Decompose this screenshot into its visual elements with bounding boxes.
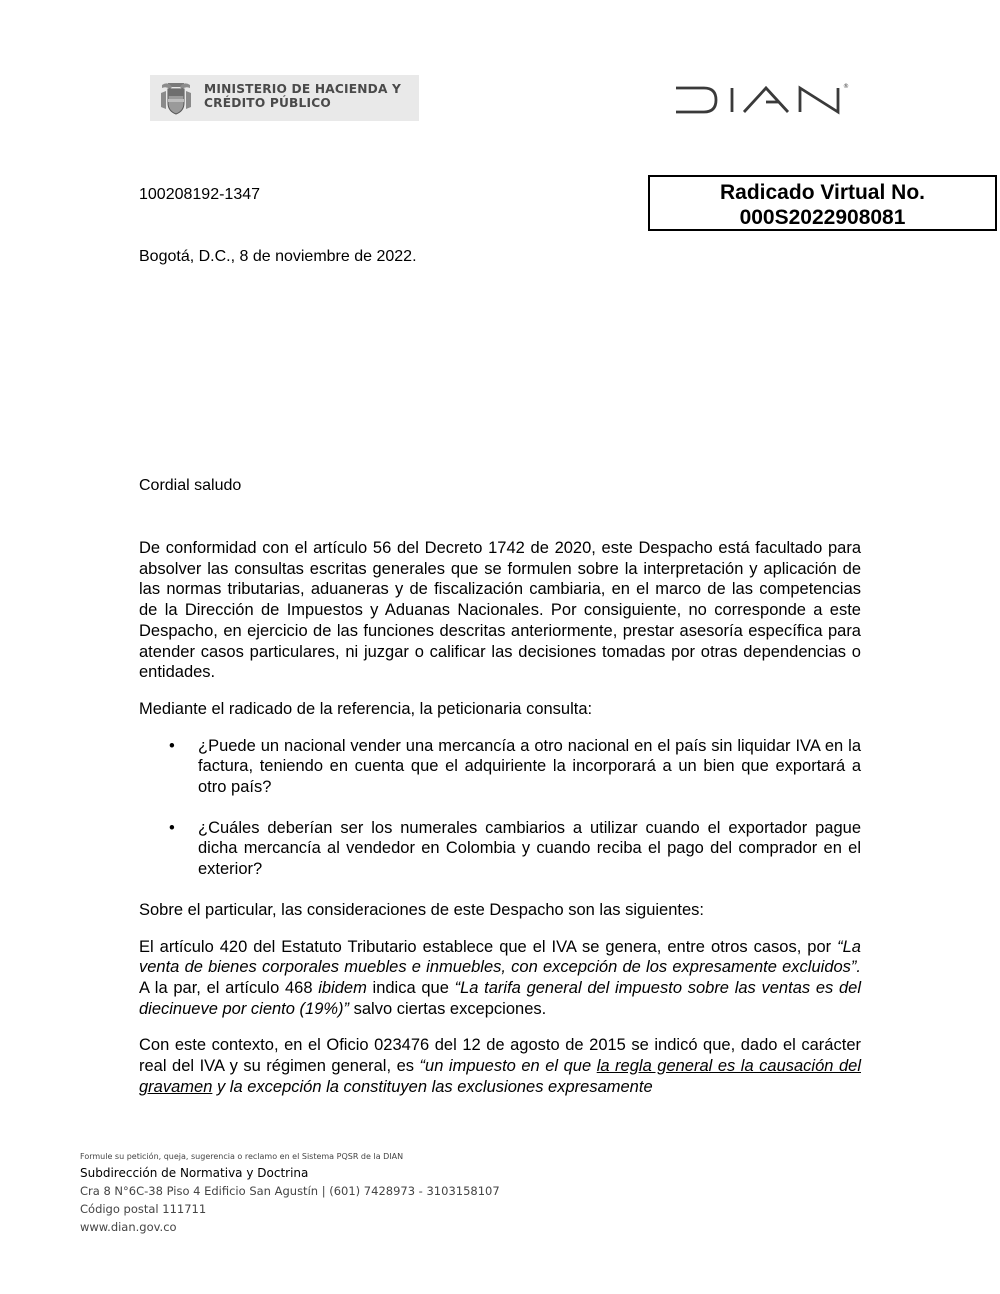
paragraph-consultation-intro: Mediante el radicado de la referencia, la peticionaria consulta: [139, 699, 593, 718]
date-line: Bogotá, D.C., 8 de noviembre de 2022. [139, 248, 417, 265]
dian-logo [674, 80, 854, 120]
text-run: A la par, el artículo 468 [139, 978, 319, 997]
footer-postal-code: Código postal 111711 [80, 1202, 207, 1216]
quote-oficio: “un impuesto en el que [419, 1057, 597, 1076]
bullet-icon: • [169, 818, 175, 837]
radicado-box [648, 175, 997, 231]
radicado-label: Radicado Virtual No. [720, 181, 925, 204]
text-run: Con este contexto, en el Oficio 023476 del 12 de agosto de 2015 se indicó que, dado el carácter real del IVA y su régimen general, es [139, 1036, 861, 1076]
question-1: ¿Puede un nacional vender una mercancía a otro nacional en el país sin liquidar IVA en la factura, teniendo en cuenta que el adquiriente la incorporará a un bien que exportará a otro país? [198, 736, 861, 797]
text-run: El artículo 420 del Estatuto Tributario establece que el IVA se genera, entre otros casos, por [139, 937, 838, 956]
footer-address: Cra 8 N°6C-38 Piso 4 Edificio San Agustín | (601) 7428973 - 3103158107 [80, 1184, 500, 1198]
text-run: salvo ciertas excepciones. [349, 999, 547, 1018]
greeting: Cordial saludo [139, 477, 242, 494]
paragraph-oficio-023476 [139, 1035, 861, 1097]
quote-article-468: “La tarifa general del impuesto sobre las ventas es del diecinueve por ciento (19%)” [139, 978, 861, 1018]
coat-of-arms-icon [158, 79, 194, 117]
list-item [139, 736, 861, 798]
footer-department: Subdirección de Normativa y Doctrina [80, 1166, 309, 1180]
ministry-logo [150, 75, 419, 121]
quote-oficio: y la excepción la constituyen las exclusiones expresamente [212, 1077, 653, 1096]
ibidem-term: ibidem [318, 978, 367, 997]
document-number: 100208192-1347 [139, 186, 261, 203]
list-item [139, 818, 861, 880]
radicado-number: 000S2022908081 [739, 206, 906, 229]
ministry-name [204, 82, 401, 110]
text-run: indica que [366, 978, 455, 997]
question-list [139, 736, 861, 880]
letter-body [139, 538, 861, 1113]
ministry-name-line1: MINISTERIO DE HACIENDA Y [204, 82, 402, 96]
paragraph-competence: De conformidad con el artículo 56 del Decreto 1742 de 2020, este Despacho está facultado para absolver las consultas escritas generales que se formulen sobre la interpretación y aplicación de las normas tributarias, aduaneras y de fiscalización cambiaria, en el marco de las competencias de la Dirección de Impuestos y Aduanas Nacionales. Por consiguiente, no corresponde a este Despacho, en ejercicio de las funciones descritas anteriormente, prestar asesoría específica para atender casos particulares, ni juzgar o calificar las decisiones tomadas por otras dependencias o entidades. [139, 539, 861, 682]
ministry-name-line2: CRÉDITO PÚBLICO [204, 96, 331, 110]
question-2: ¿Cuáles deberían ser los numerales cambiarios a utilizar cuando el exportador pague dicha mercancía al vendedor en Colombia y cuando reciba el pago del comprador en el exterior? [198, 818, 861, 879]
footer [80, 1150, 500, 1236]
footer-website: www.dian.gov.co [80, 1220, 177, 1234]
paragraph-article-420 [139, 937, 861, 1020]
quote-oficio-underlined: la regla general es la causación del gravamen [139, 1057, 861, 1096]
bullet-icon: • [169, 736, 175, 755]
quote-article-420: “La venta de bienes corporales muebles e inmuebles, con excepción de los expresamente excluidos”. [139, 937, 861, 977]
paragraph-considerations-intro: Sobre el particular, las consideraciones de este Despacho son las siguientes: [139, 900, 704, 919]
footer-pqsr-note: Formule su petición, queja, sugerencia o reclamo en el Sistema PQSR de la DIAN [80, 1152, 404, 1161]
registered-mark: ® [843, 83, 849, 90]
